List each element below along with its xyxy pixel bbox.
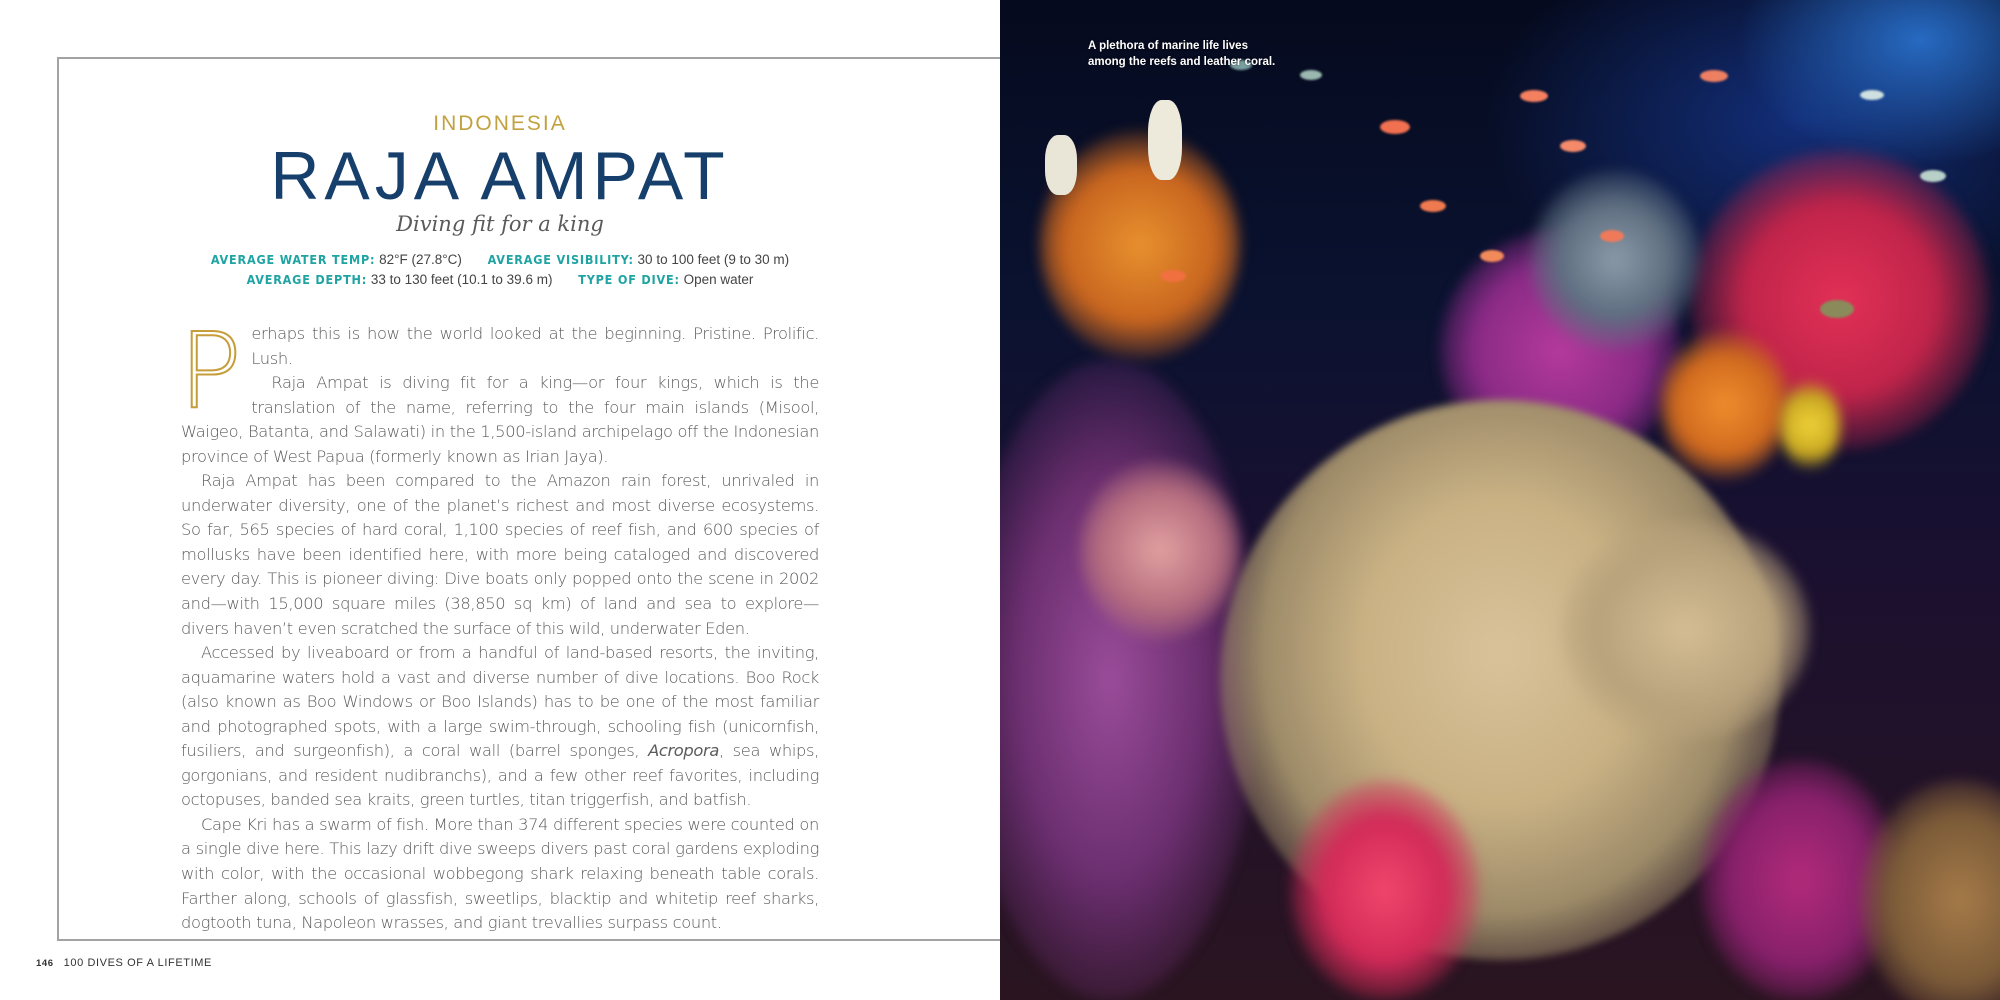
red-coral-bottom [1290,780,1480,1000]
sea-squirt-right [1148,100,1182,180]
orange-coral-right [1660,330,1790,480]
paragraph-2: Raja Ampat is diving fit for a king—or four kings, which is the translation of the name, referring to the four main islands (Misool, Waigeo, Batanta, and Salawati) in the 1,500-island archipelago off the Indonesian province of West Papua (formerly known as Irian Jaya). [181,373,819,466]
paragraph-3: Raja Ampat has been compared to the Amazon rain forest, unrivaled in underwater diversity, one of the planet’s richest and most diverse ecosystems. So far, 565 species of hard coral, 1,100 species of reef fish, and 600 species of mollusks have been identified here, with more being cataloged and discovered every day. This is pioneer diving: Dive boats only popped onto the scene in 2002 and—with 15,000 square miles (38,850 sq km) of land and sea to explore—divers haven’t even scratched the surface of this wild, underwater Eden. [181,471,819,638]
fish [1480,250,1504,262]
drop-cap: P [179,310,242,432]
fish [1300,70,1322,80]
fish [1820,300,1854,318]
fish [1920,170,1946,182]
pink-tube-coral [1080,460,1240,640]
fish [1860,90,1884,100]
country-label: INDONESIA [433,112,567,135]
coral-reef-photo [1000,0,2000,1000]
photo-caption: A plethora of marine life lives among the reefs and leather coral. [1088,40,1276,68]
page-subtitle: Diving fit for a king [396,212,604,236]
fish [1420,200,1446,212]
paragraph-1: erhaps this is how the world looked at the beginning. Pristine. Prolific. Lush. [251,324,819,368]
page-number: 146 [36,958,54,969]
stats-row-1 [0,250,1000,270]
stat-depth: AVERAGE DEPTH: 33 to 130 feet (10.1 to 39.6 m) [246,272,553,287]
book-title: 100 DIVES OF A LIFETIME [63,957,212,969]
fish [1160,270,1186,282]
fish [1560,140,1586,152]
stat-dive-type: TYPE OF DIVE: Open water [578,272,754,287]
staghorn-coral [1530,170,1700,350]
fish [1380,120,1410,134]
article-body [179,310,819,936]
leather-coral-lobe [1560,520,1810,740]
stat-water-temp: AVERAGE WATER TEMP: 82°F (27.8°C) [210,252,462,267]
page-footer [36,957,212,969]
sea-squirt-left [1045,135,1077,195]
dive-stats [0,250,1000,290]
fish [1520,90,1548,102]
stat-visibility: AVERAGE VISIBILITY: 30 to 100 feet (9 to 30 m) [487,252,790,267]
yellow-coral [1780,380,1840,470]
fish [1600,230,1624,242]
paragraph-4: Accessed by liveaboard or from a handful of land-based resorts, the inviting, aquamarine waters hold a vast and diverse number of dive locations. Boo Rock (also known as Boo Windows or Boo Islands) has to be one of the most familiar and photographed spots, with a large swim-through, schooling fish (unicornfish, fusiliers, and surgeonfish), a coral wall (barrel sponges, Acropora, sea whips, gorgonians, and resident nudibranchs), and a few other reef favorites, including octopuses, banded sea kraits, green turtles, titan triggerfish, and batfish. [181,643,819,810]
stats-row-2 [0,270,1000,290]
fish [1700,70,1728,82]
page-title: RAJA AMPAT [270,138,730,214]
paragraph-5: Cape Kri has a swarm of fish. More than 374 different species were counted on a single dive here. This lazy drift dive sweeps divers past coral gardens exploding with color, with the occasional wobbegong shark relaxing beneath table corals. Farther along, schools of glassfish, sweetlips, blacktip and whitetip reef sharks, dogtooth tuna, Napoleon wrasses, and giant trevallies surpass count. [181,814,819,933]
